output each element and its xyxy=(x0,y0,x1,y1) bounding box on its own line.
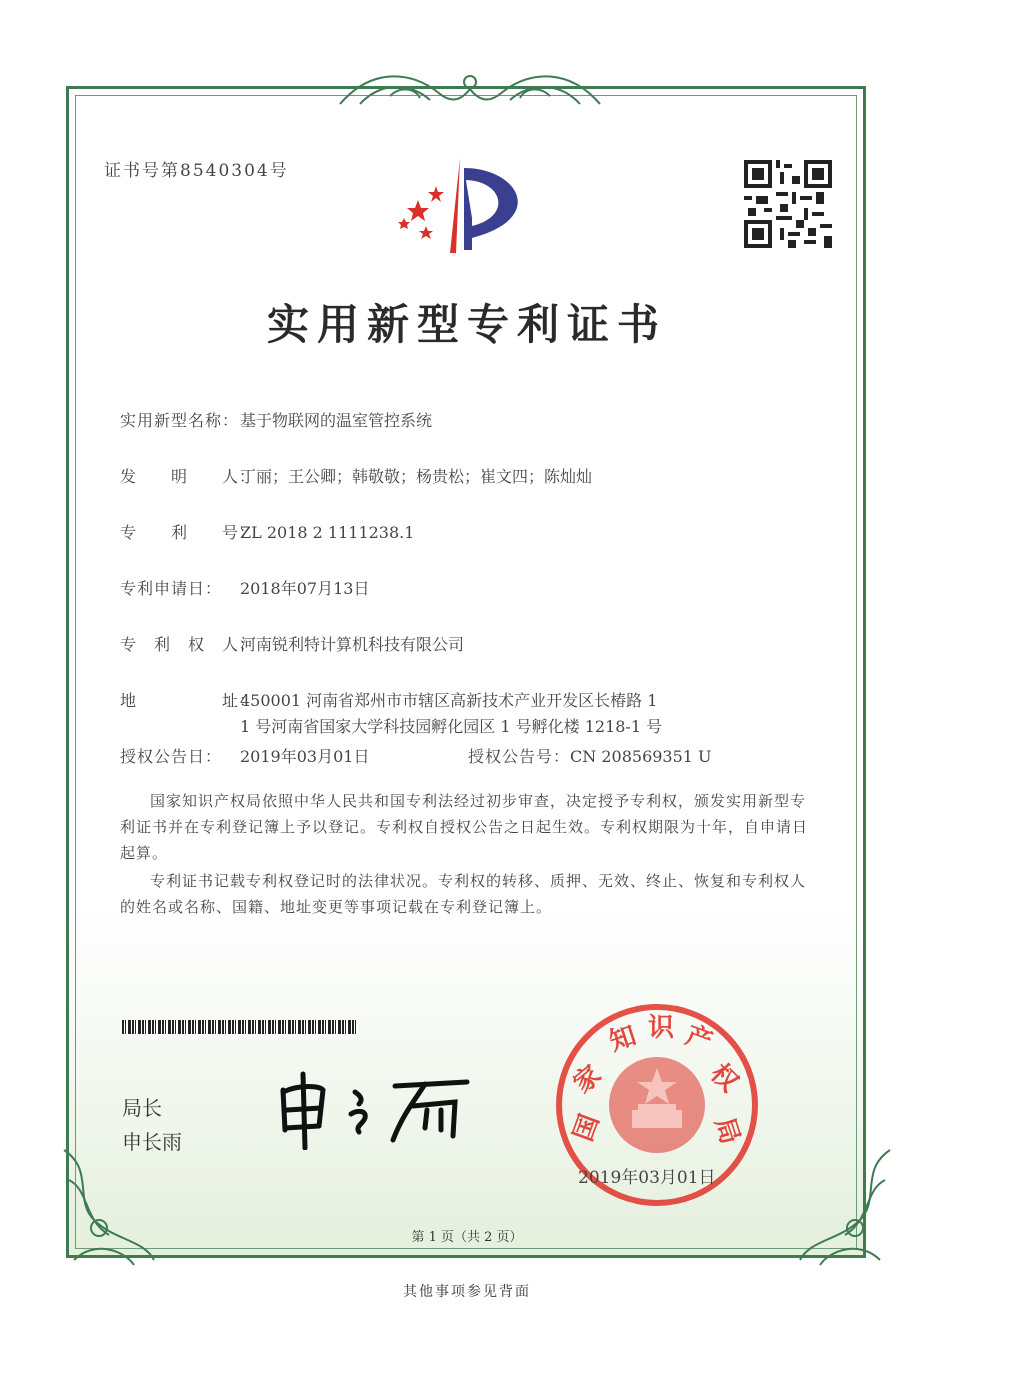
notice-paragraph-2: 专利证书记载专利权登记时的法律状况。专利权的转移、质押、无效、终止、恢复和专利权人的姓名或名称、国籍、地址变更等事项记载在专利登记簿上。 xyxy=(120,872,807,916)
field-patentee xyxy=(120,632,464,655)
seal-char: 国 xyxy=(568,1110,606,1146)
seal-char: 知 xyxy=(605,1020,640,1058)
field-grant-number xyxy=(468,744,712,767)
field-grant-date xyxy=(120,744,369,767)
certificate-number: 证书号第8540304号 xyxy=(104,161,289,181)
field-patent-number xyxy=(120,520,414,543)
footer-note: 其他事项参见背面 xyxy=(403,1284,531,1300)
page-title: 实用新型专利证书 xyxy=(266,300,667,349)
director-title: 局长 xyxy=(122,1096,162,1120)
field-value: 丁丽；王公卿；韩敬敬；杨贵松；崔文四；陈灿灿 xyxy=(240,467,593,486)
field-value: CN 208569351 U xyxy=(570,747,712,766)
field-value: 基于物联网的温室管控系统 xyxy=(240,411,433,430)
address-line-2: 1 号河南省国家大学科技园孵化园区 1 号孵化楼 1218-1 号 xyxy=(240,717,663,736)
field-label: 授权公告日： xyxy=(120,747,223,766)
field-inventors xyxy=(120,464,592,487)
seal-char: 局 xyxy=(708,1113,746,1148)
director-name: 申长雨 xyxy=(122,1130,182,1154)
field-value: 2018年07月13日 xyxy=(240,579,370,598)
field-utility-model-name xyxy=(120,408,432,431)
field-label: 专 利 号： xyxy=(120,523,257,542)
field-address xyxy=(120,688,657,711)
top-ornament-icon xyxy=(330,64,610,114)
corner-ornament-right-icon xyxy=(790,1140,900,1270)
field-label: 实用新型名称： xyxy=(120,411,240,430)
field-application-date xyxy=(120,576,369,599)
page-number: 第 1 页（共 2 页） xyxy=(411,1230,523,1245)
field-label: 授权公告号： xyxy=(468,747,571,766)
seal-char: 识 xyxy=(648,1013,675,1043)
seal-char: 家 xyxy=(567,1059,608,1100)
corner-ornament-left-icon xyxy=(54,1140,164,1270)
seal-char: 产 xyxy=(681,1020,717,1058)
field-label: 专 利 权 人： xyxy=(120,635,257,654)
director-signature-icon xyxy=(275,1070,475,1150)
field-label: 发 明 人： xyxy=(120,467,257,486)
field-value: ZL 2018 2 1111238.1 xyxy=(240,523,415,542)
barcode-icon xyxy=(122,1020,358,1034)
seal-date: 2019年03月01日 xyxy=(578,1168,716,1188)
field-value: 河南锐利特计算机科技有限公司 xyxy=(240,635,465,654)
qr-code-icon xyxy=(744,160,832,248)
field-value: 2019年03月01日 xyxy=(240,747,370,766)
seal-char: 权 xyxy=(704,1058,744,1098)
notice-paragraph-1: 国家知识产权局依照中华人民共和国专利法经过初步审查，决定授予专利权，颁发实用新型专利证书并在专利登记簿上予以登记。专利权自授权公告之日起生效。专利权期限为十年，自申请日起算。 xyxy=(120,792,809,862)
patent-office-logo-icon xyxy=(398,158,538,258)
field-label: 专利申请日： xyxy=(120,579,223,598)
field-label: 地 址： xyxy=(120,691,257,710)
field-value: 450001 河南省郑州市市辖区高新技术产业开发区长椿路 1 xyxy=(240,691,658,710)
